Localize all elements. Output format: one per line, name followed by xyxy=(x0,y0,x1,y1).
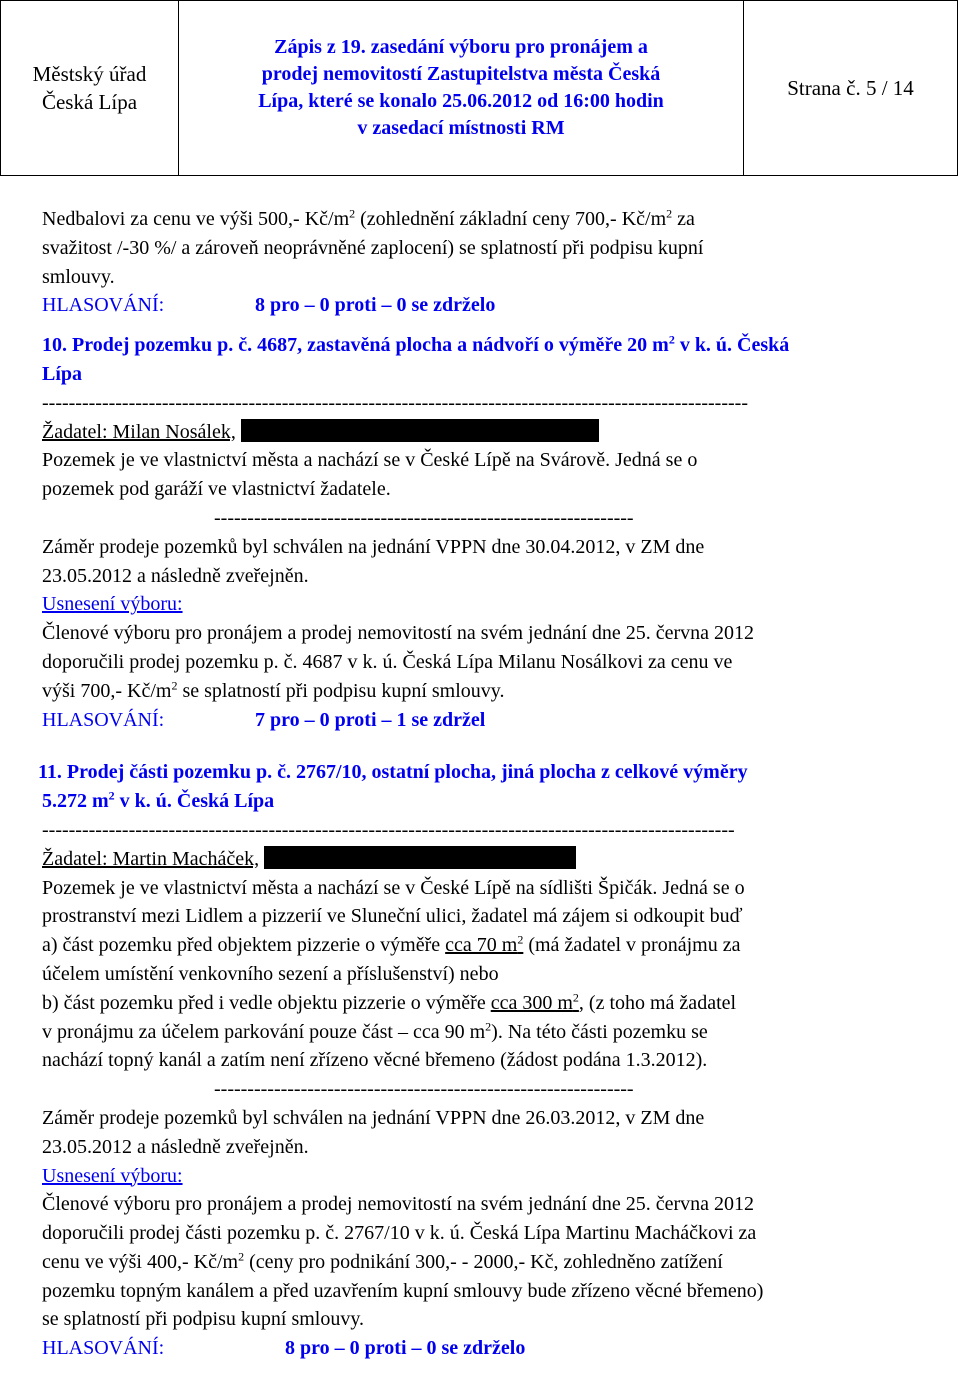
applicant: Žadatel: Milan Nosálek, xyxy=(42,420,236,443)
text: (zohlednění základní ceny 700,- Kč/m xyxy=(355,208,667,230)
text-line: svažitost /-30 %/ a zároveň neoprávněné zaplocení) se splatností při podpisu kupní xyxy=(42,236,704,259)
text-line: Členové výboru pro pronájem a prodej nemovitostí na svém jednání dne 25. června 2012 xyxy=(42,622,755,645)
text-line xyxy=(42,677,942,706)
superscript: 2 xyxy=(171,678,178,693)
underlined-text xyxy=(445,934,523,956)
text-line: Pozemek je ve vlastnictví města a nachází se v České Lípě na Svárově. Jedná se o xyxy=(42,449,698,472)
text: 5.272 m xyxy=(42,790,109,813)
text: (ceny pro podnikání 300,- - 2000,- Kč, zohledněno zatížení xyxy=(244,1250,723,1273)
title-line: Lípa, které se konalo 25.06.2012 od 16:00 hodin xyxy=(258,90,664,112)
superscript: 2 xyxy=(517,932,524,947)
vote-line xyxy=(42,706,942,735)
document-title xyxy=(179,1,744,175)
text-line: 23.05.2012 a následně zveřejněn. xyxy=(42,1135,309,1158)
text-line: prostranství mezi Lidlem a pizzerií ve Sluneční ulici, žadatel má zájem si odkoupit buď xyxy=(42,905,743,928)
section-heading-cont xyxy=(42,787,942,816)
text-line: účelem umístění venkovního sezení a příslušenství) nebo xyxy=(42,962,499,985)
text-line: Pozemek je ve vlastnictví města a nachází se v České Lípě na sídlišti Špičák. Jedná se o xyxy=(42,876,745,899)
text: cca 300 m xyxy=(490,991,573,1014)
section-heading xyxy=(42,331,942,360)
office-name xyxy=(1,1,179,175)
redaction-block xyxy=(241,419,599,442)
separator: --------------------------------------------------------------- xyxy=(214,506,634,529)
text: 10. Prodej pozemku p. č. 4687, zastavěná plocha a nádvoří o výměře 20 m xyxy=(42,334,669,357)
separator: ---------------------------------------------------------------------------------------------------------- xyxy=(42,391,748,414)
vote-label: HLASOVÁNÍ: xyxy=(42,708,165,731)
page-header xyxy=(0,0,958,176)
vote-result: 8 pro – 0 proti – 0 se zdrželo xyxy=(285,1337,526,1360)
applicant-line xyxy=(42,418,942,447)
text-line: Členové výboru pro pronájem a prodej nemovitostí na svém jednání dne 25. června 2012 xyxy=(42,1193,755,1216)
superscript: 2 xyxy=(349,206,356,221)
text: , (z toho má žadatel xyxy=(578,991,737,1014)
office-line: Městský úřad xyxy=(32,62,147,86)
separator: -------------------------------------------------------------------------------------------------------- xyxy=(42,818,735,841)
page-number: Strana č. 5 / 14 xyxy=(787,75,914,100)
resolution-label: Usnesení výboru: xyxy=(42,593,183,616)
superscript: 2 xyxy=(238,1249,245,1264)
text-line: Záměr prodeje pozemků byl schválen na jednání VPPN dne 26.03.2012, v ZM dne xyxy=(42,1106,705,1129)
vote-result: 8 pro – 0 proti – 0 se zdrželo xyxy=(255,294,496,317)
title-line: prodej nemovitostí Zastupitelstva města Česká xyxy=(261,63,661,85)
vote-label: HLASOVÁNÍ: xyxy=(42,294,165,317)
vote-line xyxy=(42,291,942,320)
text: cca 70 m xyxy=(445,934,518,957)
text: b) část pozemku před i vedle objektu pizzerie o výměře xyxy=(42,991,491,1014)
text: se splatností při podpisu kupní smlouvy. xyxy=(177,679,505,702)
text-line xyxy=(42,205,942,234)
superscript: 2 xyxy=(572,990,579,1005)
vote-result: 7 pro – 0 proti – 1 se zdržel xyxy=(255,708,486,731)
text-line: smlouvy. xyxy=(42,265,115,288)
text-line xyxy=(42,1248,942,1277)
text-line: pozemku topným kanálem a před uzavřením kupní smlouvy bude zřízeno věcné břemeno) xyxy=(42,1279,764,1302)
superscript: 2 xyxy=(108,788,115,803)
superscript: 2 xyxy=(668,332,675,347)
text: za xyxy=(672,208,695,230)
office-line: Česká Lípa xyxy=(41,90,138,114)
text: Nedbalovi za cenu ve výši 500,- Kč/m xyxy=(42,208,350,230)
title-line: Zápis z 19. zasedání výboru pro pronájem a xyxy=(274,36,648,58)
vote-label: HLASOVÁNÍ: xyxy=(42,1337,165,1360)
text-line: nachází topný kanál a zatím není zřízeno věcné břemeno (žádost podána 1.3.2012). xyxy=(42,1049,708,1072)
text: ). Na této části pozemku se xyxy=(491,1020,708,1043)
applicant: Žadatel: Martin Macháček, xyxy=(42,847,260,870)
text: v k. ú. Česká Lípa xyxy=(114,790,275,813)
text: v pronájmu za účelem parkování pouze část – cca 90 m xyxy=(42,1020,486,1043)
redaction-block xyxy=(264,846,576,869)
text: v k. ú. Česká xyxy=(674,334,790,357)
text: (má žadatel v pronájmu za xyxy=(523,934,741,957)
applicant-line xyxy=(42,845,942,874)
text-line: se splatností při podpisu kupní smlouvy. xyxy=(42,1308,365,1331)
separator: --------------------------------------------------------------- xyxy=(214,1078,634,1101)
resolution-label: Usnesení výboru: xyxy=(42,1164,183,1187)
text-line: Záměr prodeje pozemků byl schválen na jednání VPPN dne 30.04.2012, v ZM dne xyxy=(42,535,705,558)
title-line: v zasedací místnosti RM xyxy=(357,117,565,139)
text-line xyxy=(42,1018,942,1047)
text-line: doporučili prodej části pozemku p. č. 2767/10 v k. ú. Česká Lípa Martinu Macháčkovi za xyxy=(42,1222,757,1245)
text-line: doporučili prodej pozemku p. č. 4687 v k. ú. Česká Lípa Milanu Nosálkovi za cenu ve xyxy=(42,650,733,673)
text-line xyxy=(42,989,942,1018)
underlined-text xyxy=(491,992,579,1014)
text: cenu ve výši 400,- Kč/m xyxy=(42,1250,239,1273)
section-heading: 11. Prodej části pozemku p. č. 2767/10, ostatní plocha, jiná plocha z celkové výměry xyxy=(38,761,748,784)
text-line xyxy=(42,931,942,960)
text-line: 23.05.2012 a následně zveřejněn. xyxy=(42,564,309,587)
text-line: pozemek pod garáží ve vlastnictví žadatele. xyxy=(42,478,391,501)
vote-line xyxy=(42,1334,942,1363)
text: výši 700,- Kč/m xyxy=(42,679,172,702)
text: a) část pozemku před objektem pizzerie o výměře xyxy=(42,934,446,957)
superscript: 2 xyxy=(485,1018,492,1033)
document-body xyxy=(38,205,942,1363)
section-heading-cont: Lípa xyxy=(42,362,83,385)
superscript: 2 xyxy=(666,206,673,221)
